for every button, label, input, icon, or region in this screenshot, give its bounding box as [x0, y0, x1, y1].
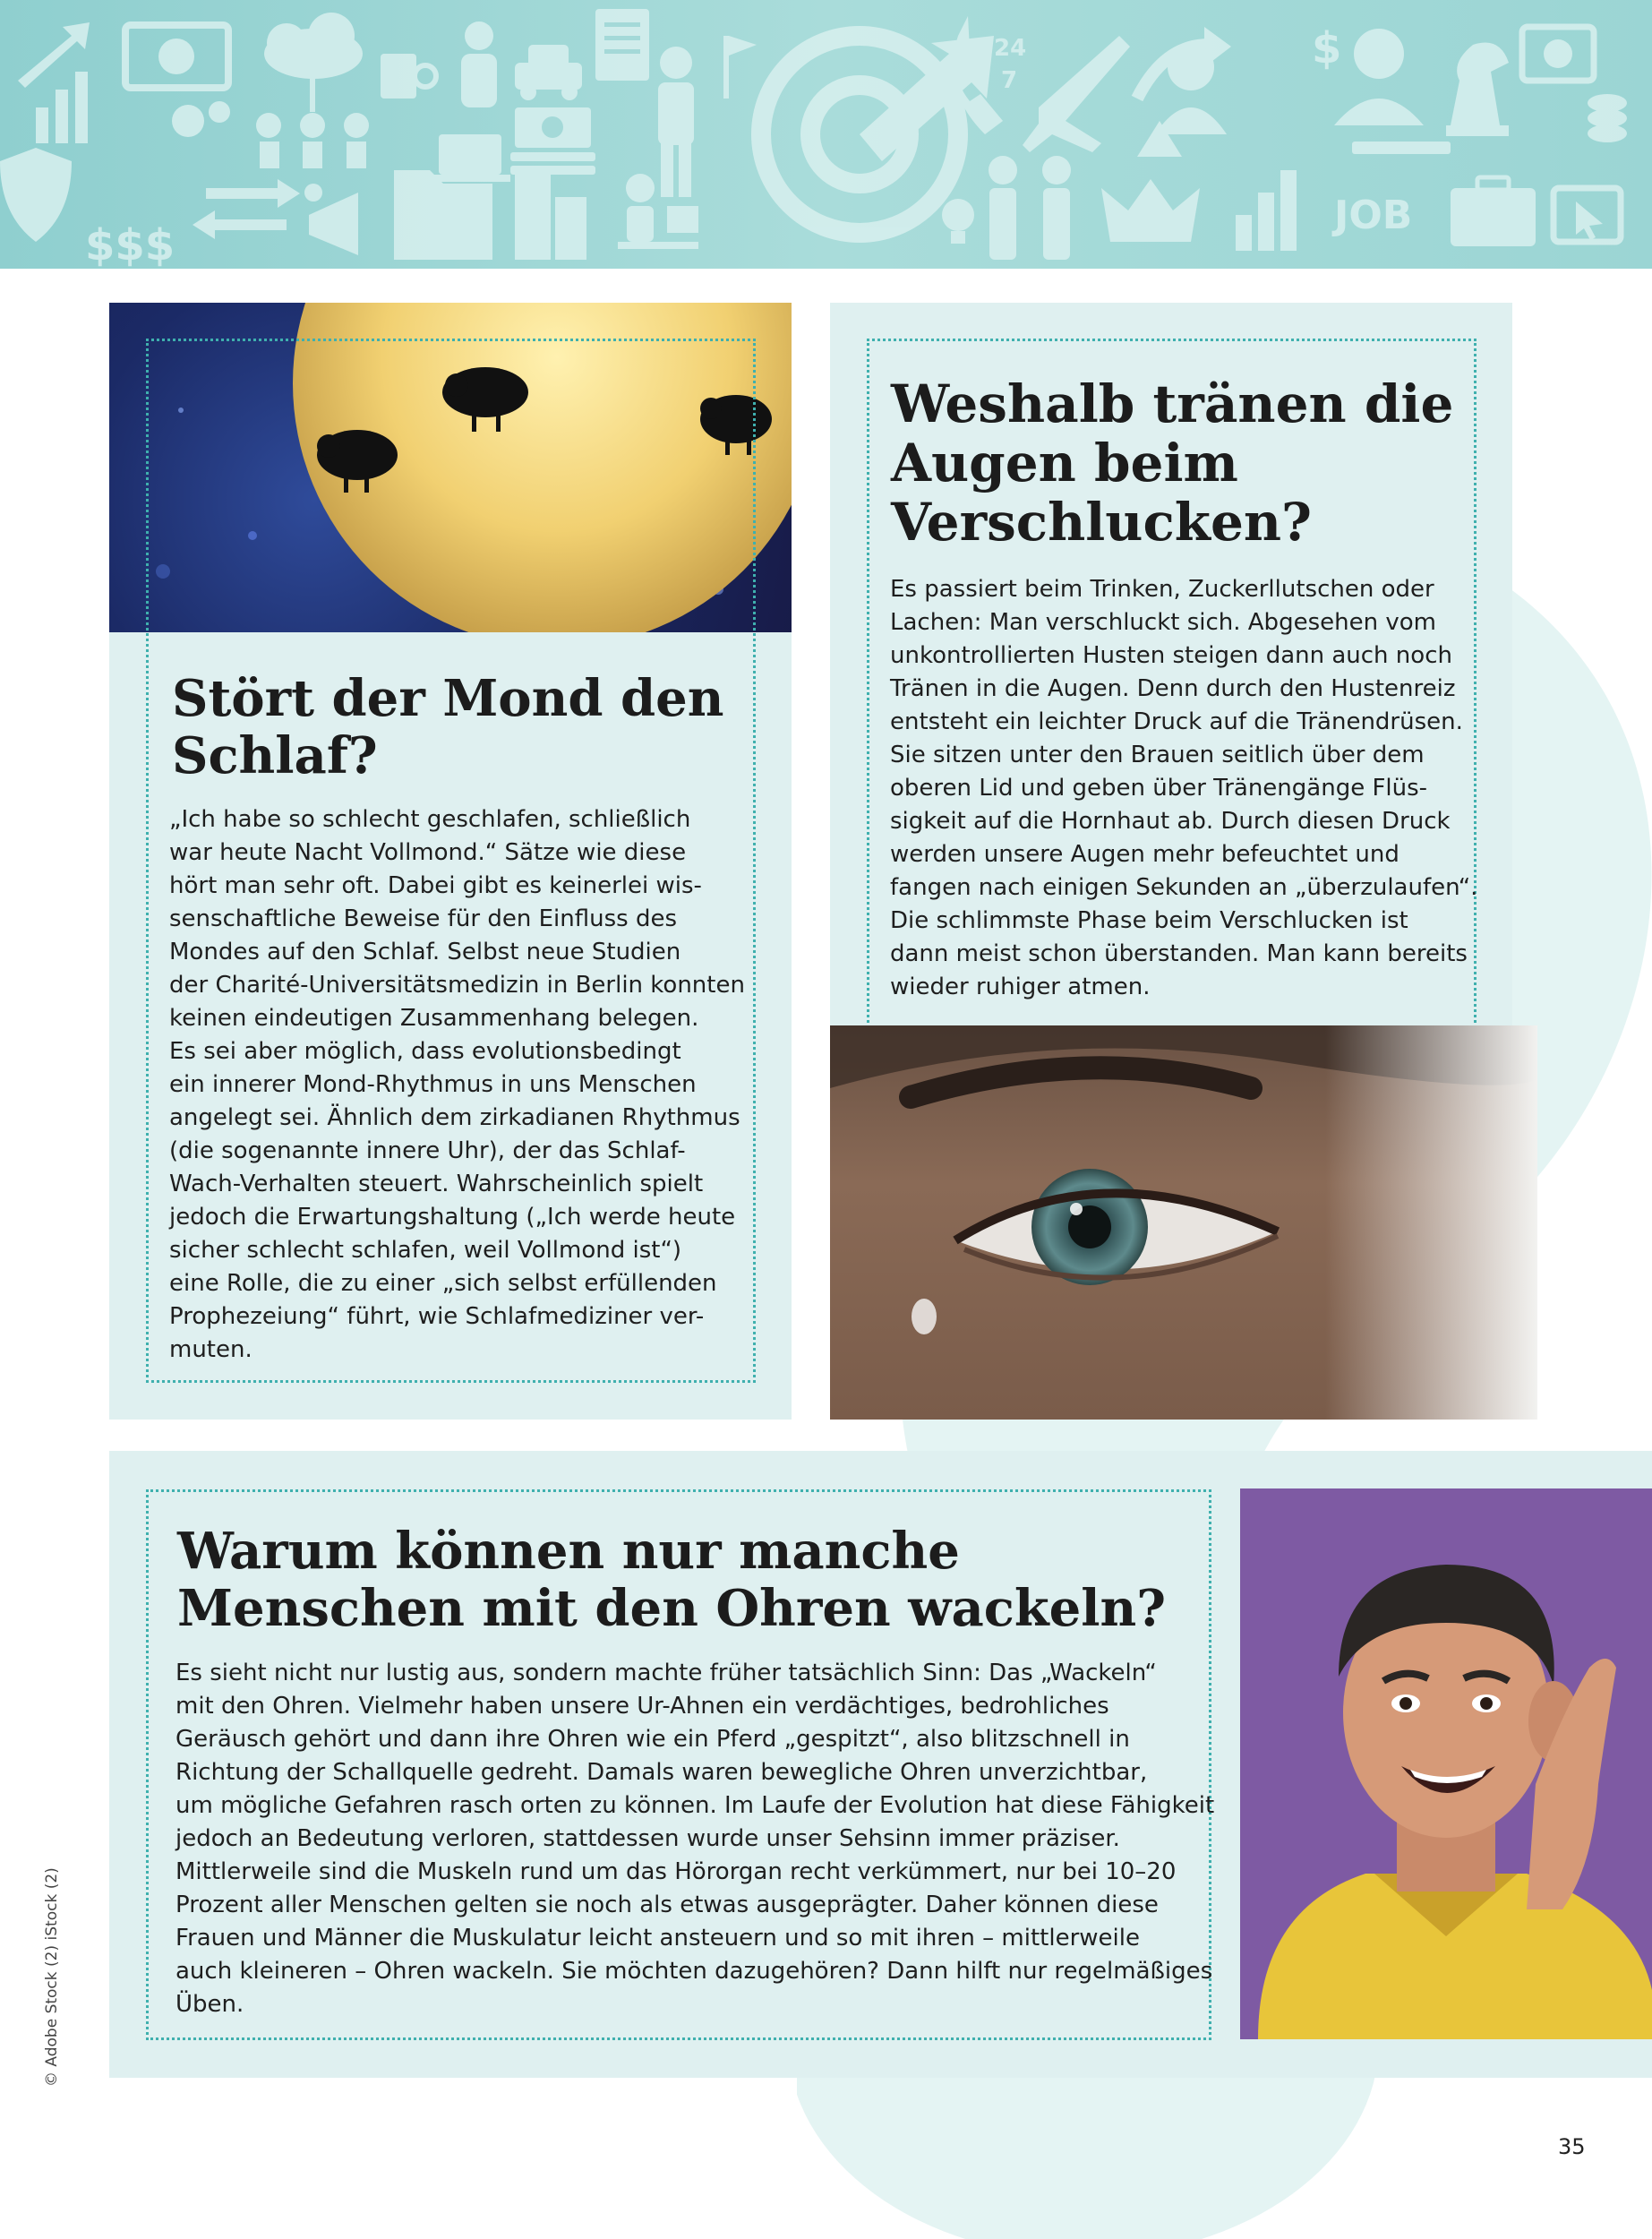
manager-icon	[1334, 29, 1424, 125]
chart-up-icon	[18, 22, 90, 143]
eye-photo	[830, 1025, 1537, 1420]
ears-body-line: Üben.	[175, 1991, 244, 2018]
moon-body-line: keinen eindeutigen Zusammenhang belegen.	[169, 1005, 699, 1032]
eyes-body-line: Lachen: Man verschluckt sich. Abgesehen vom	[890, 609, 1436, 636]
eyes-body-line: entsteht ein leichter Druck auf die Tränendrüsen.	[890, 708, 1463, 735]
ears-body-line: Mittlerweile sind die Muskeln rund um das Hörorgan recht verkümmert, nur bei 10–20	[175, 1858, 1177, 1885]
exchange-arrows-icon	[193, 179, 300, 239]
eyes-headline-line3: Verschlucken?	[891, 492, 1313, 553]
eyes-body-line: Tränen in die Augen. Denn durch den Hustenreiz	[890, 675, 1456, 702]
moon-body-line: Mondes auf den Schlaf. Selbst neue Studien	[169, 939, 681, 965]
moon-body-line: muten.	[169, 1336, 253, 1363]
lightbulb-icon	[942, 199, 974, 244]
moon-body-line: hört man sehr oft. Dabei gibt es keinerlei wis-	[169, 872, 702, 899]
moon-headline-line1: Stört der Mond den	[172, 669, 724, 728]
megaphone-icon	[304, 184, 358, 255]
moon-body-line: Wach-Verhalten steuert. Wahrscheinlich spielt	[169, 1171, 704, 1197]
chess-knight-icon	[1446, 43, 1509, 137]
banner-icons	[0, 0, 1652, 269]
moon-body-line: sicher schlecht schlafen, weil Vollmond ist“)	[169, 1237, 682, 1264]
eyes-body-line: Die schlimmste Phase beim Verschlucken ist	[890, 907, 1408, 934]
eyes-body-line: unkontrollierten Husten steigen dann auch noch	[890, 642, 1452, 669]
cursor-icon	[1554, 188, 1621, 242]
businessman-icon	[658, 47, 694, 197]
moon-body-line: war heute Nacht Vollmond.“ Sätze wie diese	[169, 839, 687, 866]
laptop-icon	[430, 134, 510, 182]
moon-body	[169, 803, 745, 1367]
dollars-text: $$$	[85, 220, 175, 269]
header-banner	[0, 0, 1652, 269]
eye-illustration	[830, 1025, 1537, 1420]
person-icon	[461, 21, 497, 107]
moon-body-line: angelegt sei. Ähnlich dem zirkadianen Rhythmus	[169, 1104, 740, 1131]
briefcase-icon	[1451, 177, 1536, 246]
crown-icon	[1101, 179, 1200, 242]
ears-body-line: mit den Ohren. Vielmehr haben unsere Ur-Ahnen ein verdächtiges, bedrohliches	[175, 1693, 1109, 1720]
gears-icon	[172, 101, 230, 137]
buildings-icon	[515, 170, 586, 260]
taxi-icon	[515, 45, 582, 100]
eyes-headline-line1: Weshalb tränen die	[891, 373, 1454, 434]
moon-body-line: Es sei aber möglich, dass evolutionsbedingt	[169, 1038, 681, 1065]
eyes-body-line: fangen nach einigen Sekunden an „überzulaufen“.	[890, 874, 1478, 901]
ears-headline-line2: Menschen mit den Ohren wackeln?	[177, 1579, 1167, 1638]
folder-icon	[394, 170, 492, 260]
moon-body-line: ein innerer Mond-Rhythmus in uns Menschen	[169, 1071, 697, 1098]
money-bill-icon	[125, 25, 228, 88]
moon-body-line: jedoch die Erwartungshaltung („Ich werde heute	[169, 1204, 736, 1231]
photo-credit: © Adobe Stock (2) iStock (2)	[43, 1867, 61, 2087]
ears-body	[175, 1657, 1214, 2021]
svg-text:$: $	[1312, 23, 1342, 73]
moon-body-line: Prophezeiung“ führt, wie Schlafmediziner ver-	[169, 1303, 705, 1330]
flag-icon	[723, 36, 757, 99]
ears-body-line: Frauen und Männer die Muskulatur leicht ansteuern und so mit ihren – mittlerweile	[175, 1925, 1140, 1952]
svg-text:24: 24	[994, 35, 1027, 62]
ears-body-line: auch kleineren – Ohren wackeln. Sie möchten dazugehören? Dann hilft nur regelmäßiges	[175, 1958, 1213, 1985]
airplane-icon	[1023, 36, 1130, 152]
ears-headline	[177, 1523, 1166, 1637]
eyes-body-line: Sie sitzen unter den Brauen seitlich über dem	[890, 742, 1425, 768]
moon-headline	[172, 670, 724, 785]
svg-text:7: 7	[1001, 67, 1018, 94]
eyes-body-line: sigkeit auf die Hornhaut ab. Durch diesen Druck	[890, 808, 1451, 835]
ears-body-line: Es sieht nicht nur lustig aus, sondern machte früher tatsächlich Sinn: Das „Wackeln“	[175, 1660, 1157, 1686]
moon-headline-line2: Schlaf?	[172, 726, 378, 786]
job-text: JOB	[1334, 193, 1413, 238]
eyes-body-line: wieder ruhiger atmen.	[890, 974, 1151, 1000]
pencil-icon	[1352, 142, 1451, 154]
eyes-body-line: dann meist schon überstanden. Man kann bereits	[890, 940, 1468, 967]
cash-icon	[510, 107, 595, 175]
ears-body-line: jedoch an Bedeutung verloren, stattdessen wurde unser Sehsinn immer präziser.	[175, 1825, 1120, 1852]
eyes-body-line: werden unsere Augen mehr befeuchtet und	[890, 841, 1399, 868]
ears-body-line: um mögliche Gefahren rasch orten zu können. Im Laufe der Evolution hat diese Fähigkeit	[175, 1792, 1215, 1819]
eyes-headline	[891, 374, 1453, 552]
eyes-body-line: Es passiert beim Trinken, Zuckerllutschen oder	[890, 576, 1434, 603]
ears-headline-line1: Warum können nur manche	[177, 1522, 960, 1581]
moon-body-line: der Charité-Universitätsmedizin in Berlin konnten	[169, 972, 745, 999]
moon-body-line: (die sogenannte innere Uhr), der das Schlaf-	[169, 1137, 686, 1164]
moon-body-line: eine Rolle, die zu einer „sich selbst erfüllenden	[169, 1270, 717, 1297]
page-number: 35	[1558, 2134, 1586, 2159]
cloud-network-icon	[256, 13, 369, 168]
moon-body-line: „Ich habe so schlecht geschlafen, schließlich	[169, 806, 691, 833]
eyes-body-line: oberen Lid und geben über Tränengänge Flüs-	[890, 775, 1428, 802]
bar-chart-icon	[1236, 170, 1297, 251]
man-illustration	[1240, 1488, 1652, 2039]
ears-body-line: Richtung der Schallquelle gedreht. Damals waren bewegliche Ohren unverzichtbar,	[175, 1759, 1148, 1786]
coffee-icon	[381, 54, 436, 99]
ears-body-line: Geräusch gehört und dann ihre Ohren wie ein Pferd „gespitzt“, also blitzschnell in	[175, 1726, 1130, 1753]
man-listening-photo	[1240, 1488, 1652, 2039]
handshake-icon	[989, 156, 1071, 260]
document-icon	[595, 9, 649, 81]
eyes-headline-line2: Augen beim	[891, 433, 1238, 493]
moon-body-line: senschaftliche Beweise für den Einfluss des	[169, 905, 677, 932]
shield-check-icon	[0, 148, 72, 242]
eyes-body	[890, 573, 1477, 1004]
ears-body-line: Prozent aller Menschen gelten sie noch als etwas ausgeprägter. Daher können diese	[175, 1892, 1159, 1918]
dollar-coins-icon	[1522, 27, 1627, 142]
